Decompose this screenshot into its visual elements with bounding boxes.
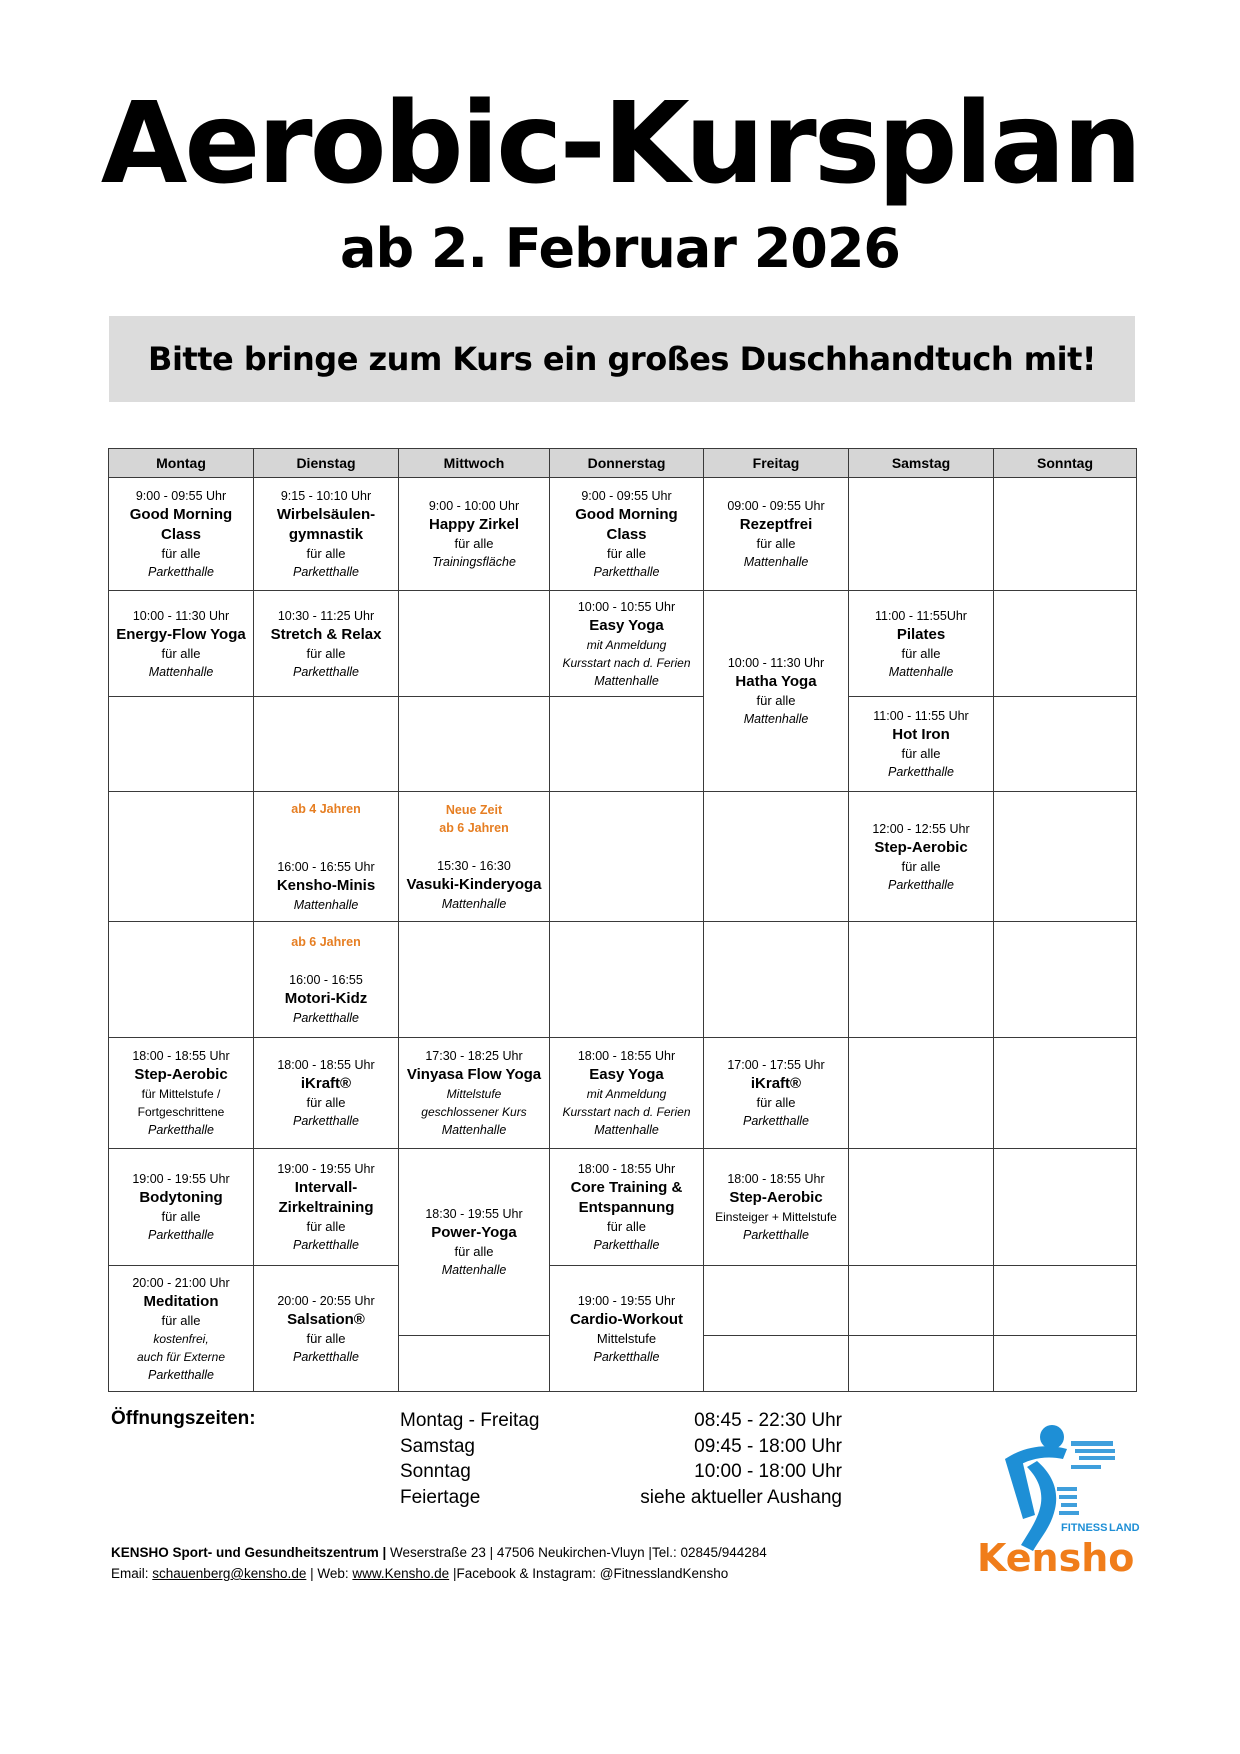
course-time: 9:00 - 09:55 Uhr — [135, 489, 227, 503]
course-cell-mittwoch-6 — [399, 1149, 550, 1336]
opening-days: Samstag — [400, 1435, 475, 1457]
course-time: 09:00 - 09:55 Uhr — [727, 499, 825, 513]
opening-hours-list — [640, 1408, 842, 1510]
course-name: Wirbelsäulen- — [276, 506, 376, 523]
web-link[interactable]: www.Kensho.de — [352, 1566, 450, 1581]
logo-brand-text: Kensho — [977, 1536, 1135, 1580]
course-name: Vasuki-Kinderyoga — [406, 875, 542, 893]
empty-cell — [994, 792, 1137, 922]
course-name: Salsation® — [287, 1310, 365, 1328]
course-audience: für alle — [306, 1219, 346, 1234]
weekday-header-row — [109, 449, 1137, 478]
course-name: Vinyasa Flow Yoga — [406, 1066, 542, 1083]
empty-cell — [704, 922, 849, 1038]
empty-cell — [704, 1266, 849, 1336]
course-audience: für alle — [756, 536, 796, 551]
table-row — [109, 591, 1137, 697]
course-cell-freitag-2 — [704, 591, 849, 792]
course-room: Parketthalle — [593, 1238, 660, 1252]
course-time: 16:00 - 16:55 — [289, 972, 363, 987]
empty-cell — [849, 922, 994, 1038]
course-audience: für alle — [606, 546, 647, 561]
age-highlight: ab 6 Jahren — [439, 820, 509, 835]
course-cell-freitag-6 — [704, 1149, 849, 1266]
course-name: gymnastik — [288, 526, 364, 543]
opening-days-list — [400, 1408, 539, 1510]
course-name: Easy Yoga — [589, 616, 664, 634]
logo-land-text: LAND — [1109, 1522, 1140, 1534]
course-audience: für alle — [756, 693, 796, 708]
course-cell-montag-5 — [109, 1038, 254, 1149]
course-room: Parketthalle — [292, 1349, 359, 1364]
empty-cell — [109, 697, 254, 792]
course-note: Kursstart nach d. Ferien — [562, 1105, 691, 1119]
empty-cell — [849, 1336, 994, 1392]
table-row — [109, 792, 1137, 922]
course-room: Parketthalle — [147, 1228, 214, 1242]
course-room: Trainingsfläche — [432, 555, 516, 569]
empty-cell — [109, 792, 254, 922]
opening-hours-label: Öffnungszeiten: — [111, 1408, 256, 1429]
empty-cell — [550, 792, 704, 922]
course-name: Energy-Flow Yoga — [116, 625, 246, 643]
course-audience: für alle — [306, 546, 346, 561]
course-time: 20:00 - 20:55 Uhr — [277, 1293, 375, 1308]
course-audience: für alle — [901, 645, 941, 661]
logo-fitness-text: FITNESS — [1061, 1522, 1108, 1534]
course-audience: für alle — [306, 645, 346, 661]
course-name: iKraft® — [750, 1075, 802, 1092]
opening-hours: siehe aktueller Aushang — [640, 1486, 842, 1508]
course-cell-donnerstag-7 — [550, 1266, 704, 1392]
course-name: Cardio-Workout — [569, 1310, 684, 1328]
course-cell-dienstag-6 — [254, 1149, 399, 1266]
course-room: Parketthalle — [593, 1349, 660, 1364]
opening-hours: 10:00 - 18:00 Uhr — [694, 1461, 842, 1482]
course-name: Stretch & Relax — [270, 625, 382, 643]
course-note: Mittelstufe — [446, 1087, 502, 1101]
course-note: auch für Externe — [136, 1349, 226, 1364]
course-cell-donnerstag-1 — [550, 478, 704, 591]
figure-logo-icon — [975, 1425, 1140, 1585]
course-cell-mittwoch-1 — [399, 478, 550, 591]
course-audience: für alle — [306, 1095, 346, 1110]
table-row — [109, 1266, 1137, 1336]
empty-cell — [994, 478, 1137, 591]
course-time: 10:30 - 11:25 Uhr — [277, 608, 375, 623]
course-time: 19:00 - 19:55 Uhr — [277, 1162, 375, 1176]
course-name: Hatha Yoga — [735, 673, 817, 690]
course-cell-montag-2 — [109, 591, 254, 697]
course-time: 20:00 - 21:00 Uhr — [132, 1275, 230, 1290]
empty-cell — [849, 1266, 994, 1336]
course-cell-samstag-1 — [849, 591, 994, 697]
course-time: 18:00 - 18:55 Uhr — [277, 1058, 375, 1072]
course-room: Mattenhalle — [743, 555, 809, 569]
course-time: 17:30 - 18:25 Uhr — [425, 1049, 523, 1063]
page-subtitle: ab 2. Februar 2026 — [340, 217, 900, 280]
kensho-logo — [975, 1425, 1140, 1585]
company-name: KENSHO Sport- und Gesundheitszentrum | — [111, 1545, 387, 1560]
course-cell-donnerstag-2 — [550, 591, 704, 697]
course-time: 19:00 - 19:55 Uhr — [132, 1172, 230, 1186]
course-cell-montag-1 — [109, 478, 254, 591]
course-audience: für alle — [161, 546, 201, 561]
course-audience: für alle — [756, 1095, 796, 1110]
opening-days: Sonntag — [400, 1461, 471, 1482]
course-note: mit Anmeldung — [586, 637, 667, 652]
empty-cell — [704, 792, 849, 922]
course-time: 18:00 - 18:55 Uhr — [132, 1049, 230, 1063]
email-label: Email: — [111, 1566, 153, 1581]
course-time: 19:00 - 19:55 Uhr — [577, 1293, 676, 1308]
course-cell-dienstag-2 — [254, 591, 399, 697]
course-name: Step-Aerobic — [874, 838, 968, 856]
empty-cell — [254, 697, 399, 792]
course-name: Kensho-Minis — [276, 876, 376, 894]
course-name: Good Morning Class — [129, 506, 233, 543]
empty-cell — [994, 1038, 1137, 1149]
course-time: 11:00 - 11:55 Uhr — [873, 709, 969, 723]
empty-cell — [550, 697, 704, 792]
course-name: Entspannung — [578, 1199, 675, 1216]
course-name: Easy Yoga — [589, 1066, 664, 1083]
empty-cell — [994, 1336, 1137, 1392]
opening-days: Montag - Freitag — [400, 1410, 540, 1431]
course-room: Mattenhalle — [293, 897, 359, 912]
course-room: Mattenhalle — [594, 1123, 659, 1137]
course-note: mit Anmeldung — [586, 1087, 667, 1101]
course-room: Parketthalle — [292, 1238, 359, 1252]
empty-cell — [994, 1149, 1137, 1266]
course-audience: Fortgeschrittene — [137, 1105, 225, 1119]
course-name: Pilates — [896, 625, 946, 643]
age-highlight: ab 6 Jahren — [291, 934, 361, 949]
course-name: iKraft® — [300, 1075, 352, 1092]
course-name: Good Morning Class — [575, 506, 678, 543]
opening-hours: 08:45 - 22:30 Uhr — [694, 1410, 842, 1431]
course-audience: Mittelstufe — [596, 1330, 657, 1346]
course-room: Mattenhalle — [441, 1263, 507, 1277]
page-title: Aerobic-Kursplan — [100, 79, 1140, 209]
empty-cell — [399, 591, 550, 697]
course-room: Parketthalle — [292, 565, 359, 579]
new-time-highlight: Neue Zeit — [445, 802, 503, 817]
course-cell-dienstag-3 — [254, 792, 399, 922]
empty-cell — [994, 697, 1137, 792]
contact-footer — [111, 1542, 767, 1584]
towel-notice-banner — [109, 316, 1135, 402]
course-room: Mattenhalle — [441, 1123, 507, 1137]
course-time: 9:00 - 09:55 Uhr — [581, 489, 672, 503]
course-cell-montag-6 — [109, 1149, 254, 1266]
opening-hours: 09:45 - 18:00 Uhr — [694, 1435, 842, 1457]
course-audience: für alle — [901, 858, 941, 874]
course-cell-mittwoch-3 — [399, 792, 550, 922]
empty-cell — [994, 591, 1137, 697]
course-cell-freitag-5 — [704, 1038, 849, 1149]
course-room: Mattenhalle — [594, 673, 659, 688]
empty-cell — [849, 1149, 994, 1266]
course-name: Power-Yoga — [431, 1224, 517, 1241]
course-name: Happy Zirkel — [428, 516, 520, 533]
course-time: 18:00 - 18:55 Uhr — [577, 1162, 676, 1176]
course-time: 16:00 - 16:55 Uhr — [277, 859, 375, 874]
course-time: 18:00 - 18:55 Uhr — [577, 1049, 676, 1063]
course-cell-mittwoch-5 — [399, 1038, 550, 1149]
table-row — [109, 697, 1137, 792]
empty-cell — [550, 922, 704, 1038]
course-audience: für alle — [161, 645, 201, 661]
empty-cell — [849, 1038, 994, 1149]
empty-cell — [109, 922, 254, 1038]
course-audience: Einsteiger + Mittelstufe — [715, 1210, 837, 1224]
course-cell-dienstag-4 — [254, 922, 399, 1038]
course-room: Mattenhalle — [441, 896, 507, 911]
course-name: Meditation — [143, 1292, 219, 1310]
empty-cell — [994, 922, 1137, 1038]
course-cell-dienstag-7 — [254, 1266, 399, 1392]
course-room: Parketthalle — [292, 1114, 359, 1128]
course-name: Step-Aerobic — [134, 1066, 228, 1083]
course-room: Mattenhalle — [743, 712, 809, 726]
header-freitag: Freitag — [704, 449, 849, 478]
address-line — [111, 1542, 767, 1563]
course-audience: für alle — [606, 1219, 647, 1234]
course-note: kostenfrei, — [153, 1331, 209, 1346]
empty-cell — [399, 697, 550, 792]
table-row — [109, 1038, 1137, 1149]
course-time: 17:00 - 17:55 Uhr — [727, 1058, 825, 1072]
course-cell-samstag-2 — [849, 697, 994, 792]
course-audience: für alle — [901, 746, 941, 761]
header-montag: Montag — [109, 449, 254, 478]
course-time: 10:00 - 11:30 Uhr — [132, 608, 230, 623]
course-room: Mattenhalle — [148, 664, 214, 679]
course-cell-montag-7 — [109, 1266, 254, 1392]
empty-cell — [994, 1266, 1137, 1336]
opening-days: Feiertage — [400, 1486, 481, 1508]
table-row — [109, 1149, 1137, 1266]
course-audience: für alle — [161, 1312, 201, 1328]
course-room: Parketthalle — [147, 1123, 214, 1137]
course-name: Motori-Kidz — [284, 989, 368, 1007]
course-audience: für alle — [161, 1209, 201, 1224]
course-room: Parketthalle — [887, 877, 954, 892]
course-room: Parketthalle — [292, 1010, 359, 1025]
course-room: Parketthalle — [887, 765, 954, 779]
course-cell-freitag-1 — [704, 478, 849, 591]
header-donnerstag: Donnerstag — [550, 449, 704, 478]
header-samstag: Samstag — [849, 449, 994, 478]
course-time: 10:00 - 10:55 Uhr — [577, 599, 676, 614]
course-audience: für alle — [454, 1244, 494, 1259]
course-time: 9:00 - 10:00 Uhr — [428, 499, 520, 513]
course-room: Parketthalle — [742, 1114, 809, 1128]
course-time: 10:00 - 11:30 Uhr — [727, 656, 825, 670]
course-cell-dienstag-5 — [254, 1038, 399, 1149]
empty-cell — [399, 1336, 550, 1392]
banner-text: Bitte bringe zum Kurs ein großes Duschhandtuch mit! — [148, 340, 1096, 378]
course-time: 18:30 - 19:55 Uhr — [425, 1207, 523, 1221]
course-name: Rezeptfrei — [739, 516, 813, 533]
course-cell-donnerstag-6 — [550, 1149, 704, 1266]
social-handle: |Facebook & Instagram: @FitnesslandKensho — [449, 1566, 729, 1581]
empty-cell — [849, 478, 994, 591]
course-name: Intervall- — [294, 1179, 358, 1196]
email-link[interactable]: schauenberg@kensho.de — [152, 1566, 307, 1581]
course-time: 18:00 - 18:55 Uhr — [727, 1172, 825, 1186]
course-name: Bodytoning — [139, 1189, 223, 1206]
header-dienstag: Dienstag — [254, 449, 399, 478]
header-mittwoch: Mittwoch — [399, 449, 550, 478]
course-cell-donnerstag-5 — [550, 1038, 704, 1149]
course-cell-dienstag-1 — [254, 478, 399, 591]
course-name: Step-Aerobic — [729, 1189, 823, 1206]
empty-cell — [704, 1336, 849, 1392]
course-room: Parketthalle — [593, 565, 660, 579]
course-room: Mattenhalle — [888, 664, 954, 679]
course-time: 15:30 - 16:30 — [437, 858, 511, 873]
course-name: Zirkeltraining — [278, 1199, 374, 1216]
course-room: Parketthalle — [742, 1228, 809, 1242]
address: Weserstraße 23 | 47506 Neukirchen-Vluyn |Tel.: 02845/944284 — [386, 1545, 767, 1560]
course-room: Parketthalle — [147, 565, 214, 579]
course-audience: für Mittelstufe / — [141, 1087, 221, 1101]
course-note: geschlossener Kurs — [421, 1105, 527, 1119]
course-audience: für alle — [306, 1330, 346, 1346]
age-highlight: ab 4 Jahren — [291, 801, 361, 816]
course-cell-samstag-3 — [849, 792, 994, 922]
course-schedule-table — [108, 448, 1137, 1392]
course-time: 12:00 - 12:55 Uhr — [872, 821, 970, 836]
course-name: Hot Iron — [892, 726, 950, 743]
table-row — [109, 922, 1137, 1038]
empty-cell — [399, 922, 550, 1038]
course-audience: für alle — [454, 536, 494, 551]
web-label: | Web: — [306, 1566, 353, 1581]
course-room: Parketthalle — [147, 1367, 214, 1382]
table-row — [109, 478, 1137, 591]
course-name: Core Training & — [570, 1179, 683, 1196]
course-time: 9:15 - 10:10 Uhr — [280, 489, 372, 503]
course-time: 11:00 - 11:55Uhr — [875, 608, 967, 623]
course-note: Kursstart nach d. Ferien — [562, 655, 691, 670]
header-sonntag: Sonntag — [994, 449, 1137, 478]
course-room: Parketthalle — [292, 664, 359, 679]
contact-line — [111, 1563, 767, 1584]
